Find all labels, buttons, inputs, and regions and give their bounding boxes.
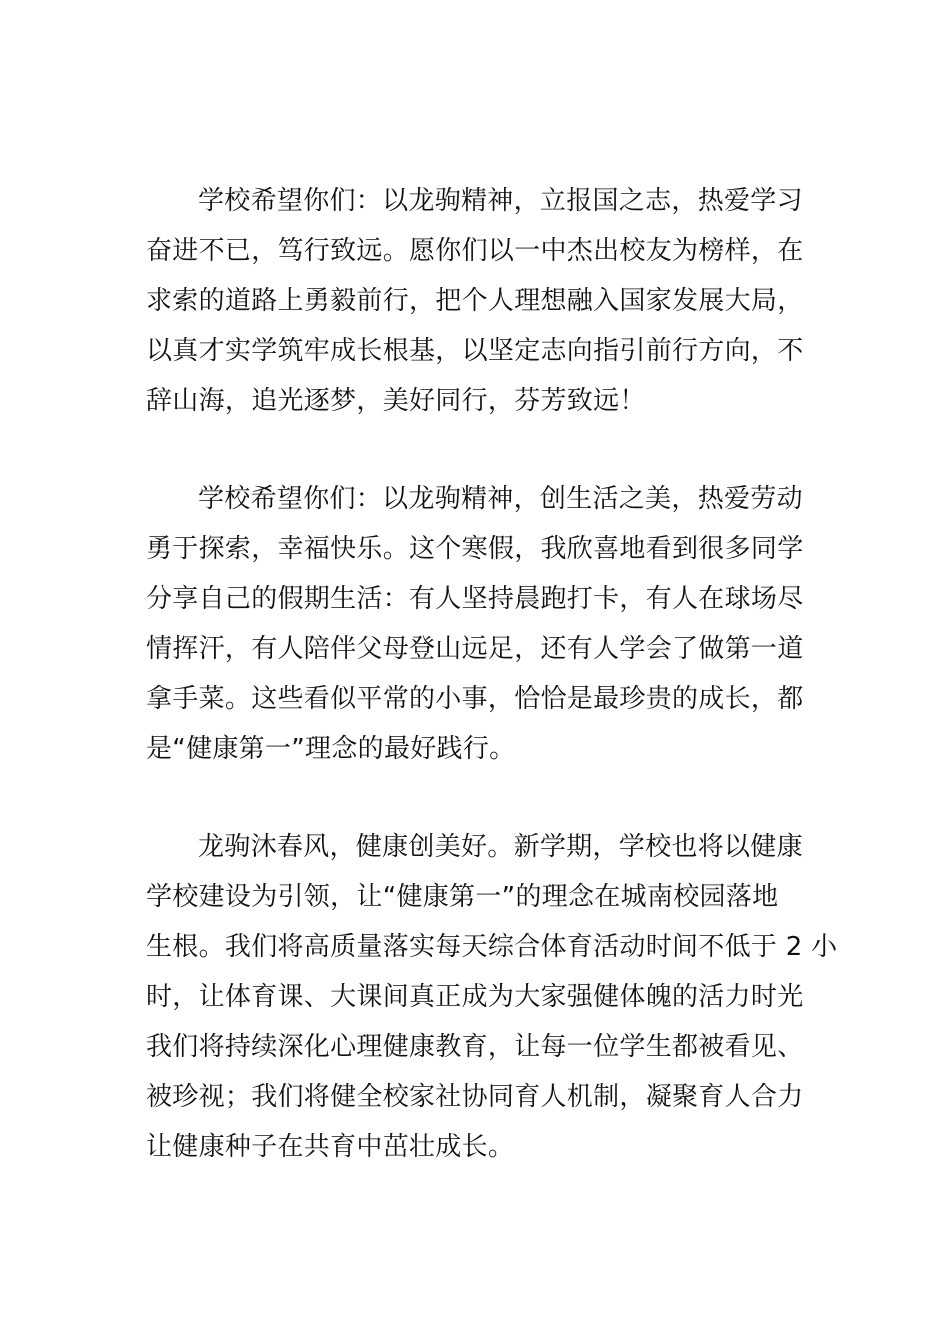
paragraph-1	[146, 176, 811, 426]
text-line: 时，让体育课、大课间真正成为大家强健体魄的活力时光	[146, 982, 804, 1012]
text-line: 分享自己的假期生活：有人坚持晨跑打卡，有人在球场尽	[146, 584, 804, 614]
text-line: 奋进不已，笃行致远。愿你们以一中杰出校友为榜样，在	[146, 236, 804, 266]
paragraph-3	[146, 822, 838, 1172]
text-line: 学校希望你们：以龙驹精神，立报国之志，热爱学习	[198, 186, 803, 216]
text-line: 学校希望你们：以龙驹精神，创生活之美，热爱劳动	[198, 484, 803, 514]
text-line: 辞山海，追光逐梦，美好同行，芬芳致远！	[146, 386, 646, 416]
text-line: 被珍视；我们将健全校家社协同育人机制，凝聚育人合力	[146, 1082, 804, 1112]
text-line: 以真才实学筑牢成长根基，以坚定志向指引前行方向，不	[146, 336, 804, 366]
text-line: 学校建设为引领，让“健康第一”的理念在城南校园落地	[146, 882, 779, 912]
text-line: 是“健康第一”理念的最好践行。	[146, 734, 516, 764]
paragraph-2	[146, 474, 811, 774]
text-line: 我们将持续深化心理健康教育，让每一位学生都被看见、	[146, 1032, 804, 1062]
text-line: 拿手菜。这些看似平常的小事，恰恰是最珍贵的成长，都	[146, 684, 804, 714]
text-line: 求索的道路上勇毅前行，把个人理想融入国家发展大局，	[146, 286, 804, 316]
text-line: 情挥汗，有人陪伴父母登山远足，还有人学会了做第一道	[146, 634, 804, 664]
text-line: 生根。我们将高质量落实每天综合体育活动时间不低于 2 小	[146, 932, 838, 962]
text-line: 让健康种子在共育中茁壮成长。	[146, 1132, 515, 1162]
text-line: 勇于探索，幸福快乐。这个寒假，我欣喜地看到很多同学	[146, 534, 804, 564]
text-line: 龙驹沐春风，健康创美好。新学期，学校也将以健康	[198, 832, 803, 862]
